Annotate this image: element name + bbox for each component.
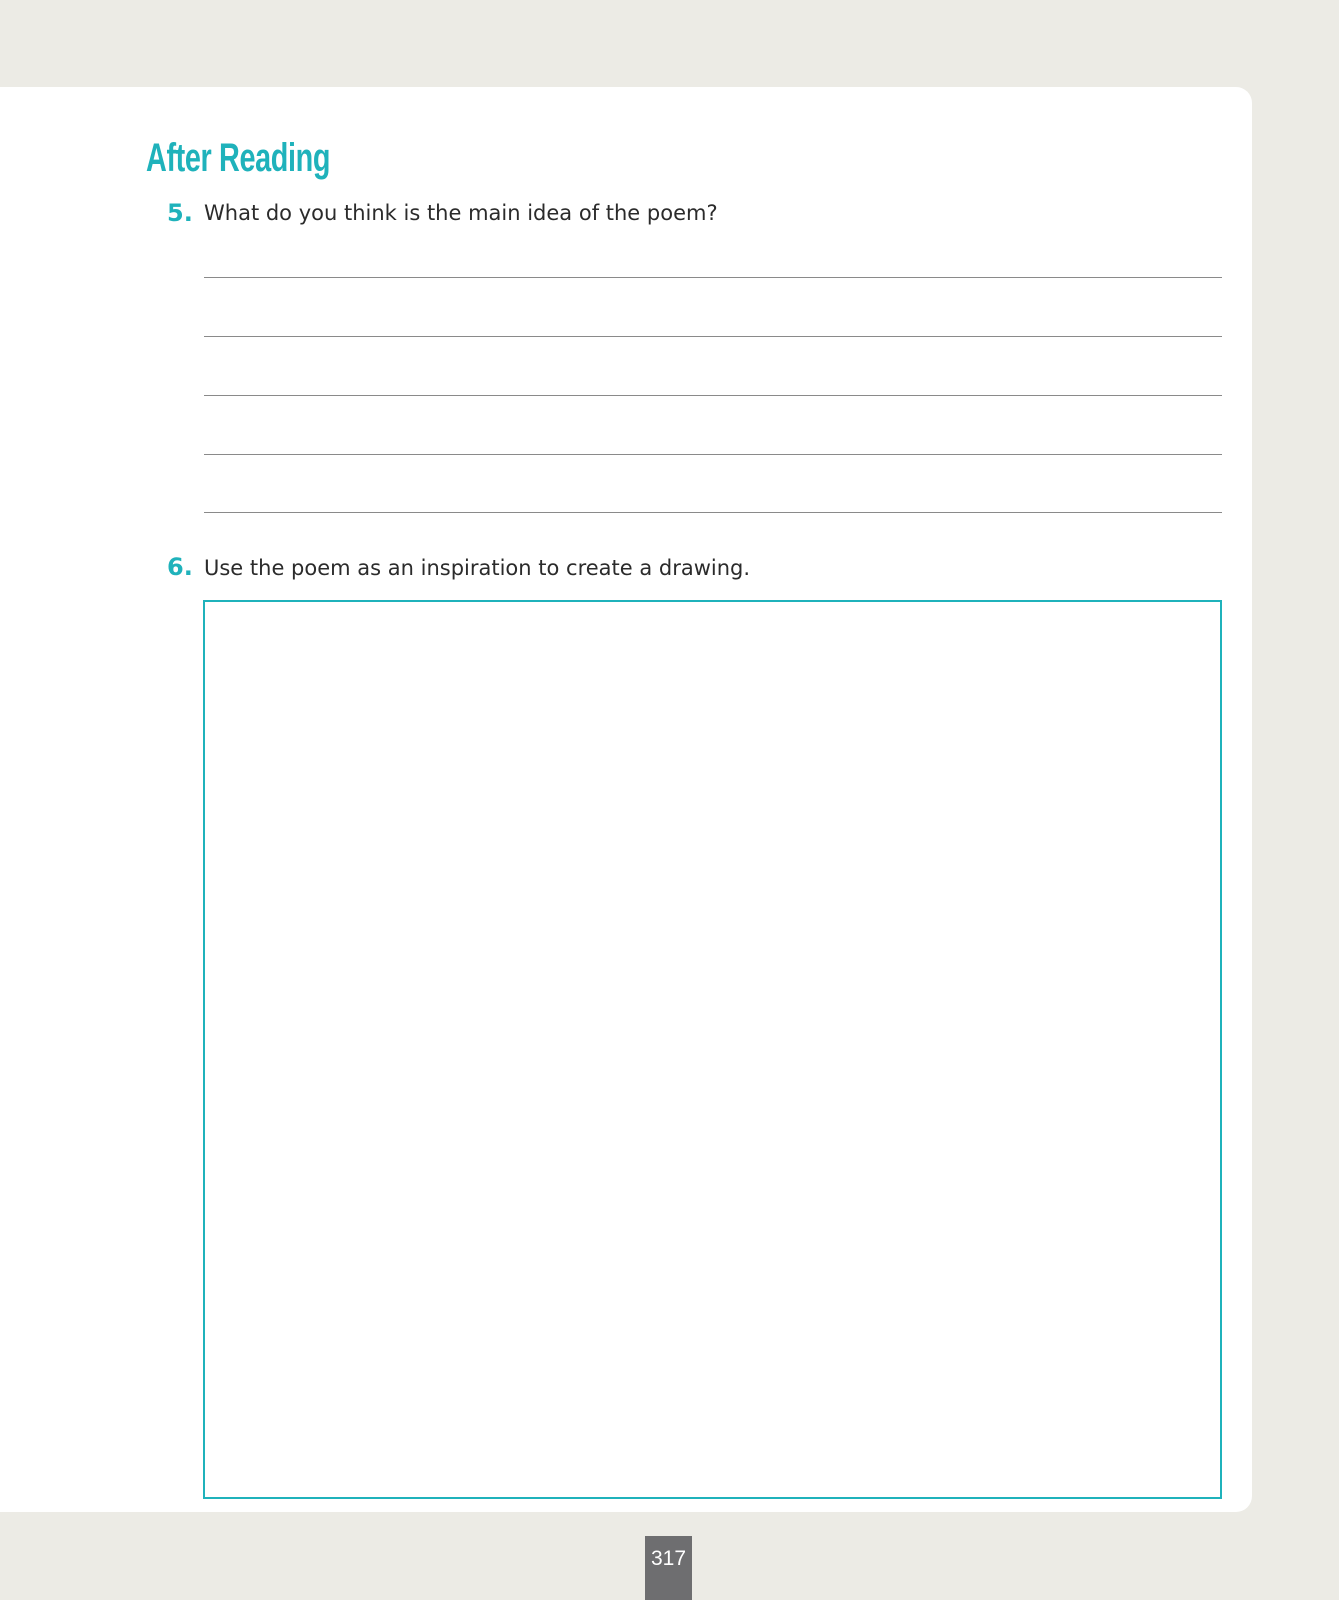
page-number: 317 xyxy=(650,1547,687,1570)
answer-line[interactable] xyxy=(204,277,1222,278)
answer-line[interactable] xyxy=(204,512,1222,513)
question-5-text: What do you think is the main idea of the poem? xyxy=(204,201,718,225)
answer-line[interactable] xyxy=(204,336,1222,337)
question-5-number: 5. xyxy=(167,199,193,227)
drawing-box[interactable] xyxy=(203,600,1222,1499)
page-number-tab xyxy=(645,1536,692,1600)
answer-line[interactable] xyxy=(204,395,1222,396)
question-6-text: Use the poem as an inspiration to create a drawing. xyxy=(204,556,751,580)
question-6-number: 6. xyxy=(167,553,193,581)
answer-line[interactable] xyxy=(204,454,1222,455)
section-heading: After Reading xyxy=(146,136,331,180)
